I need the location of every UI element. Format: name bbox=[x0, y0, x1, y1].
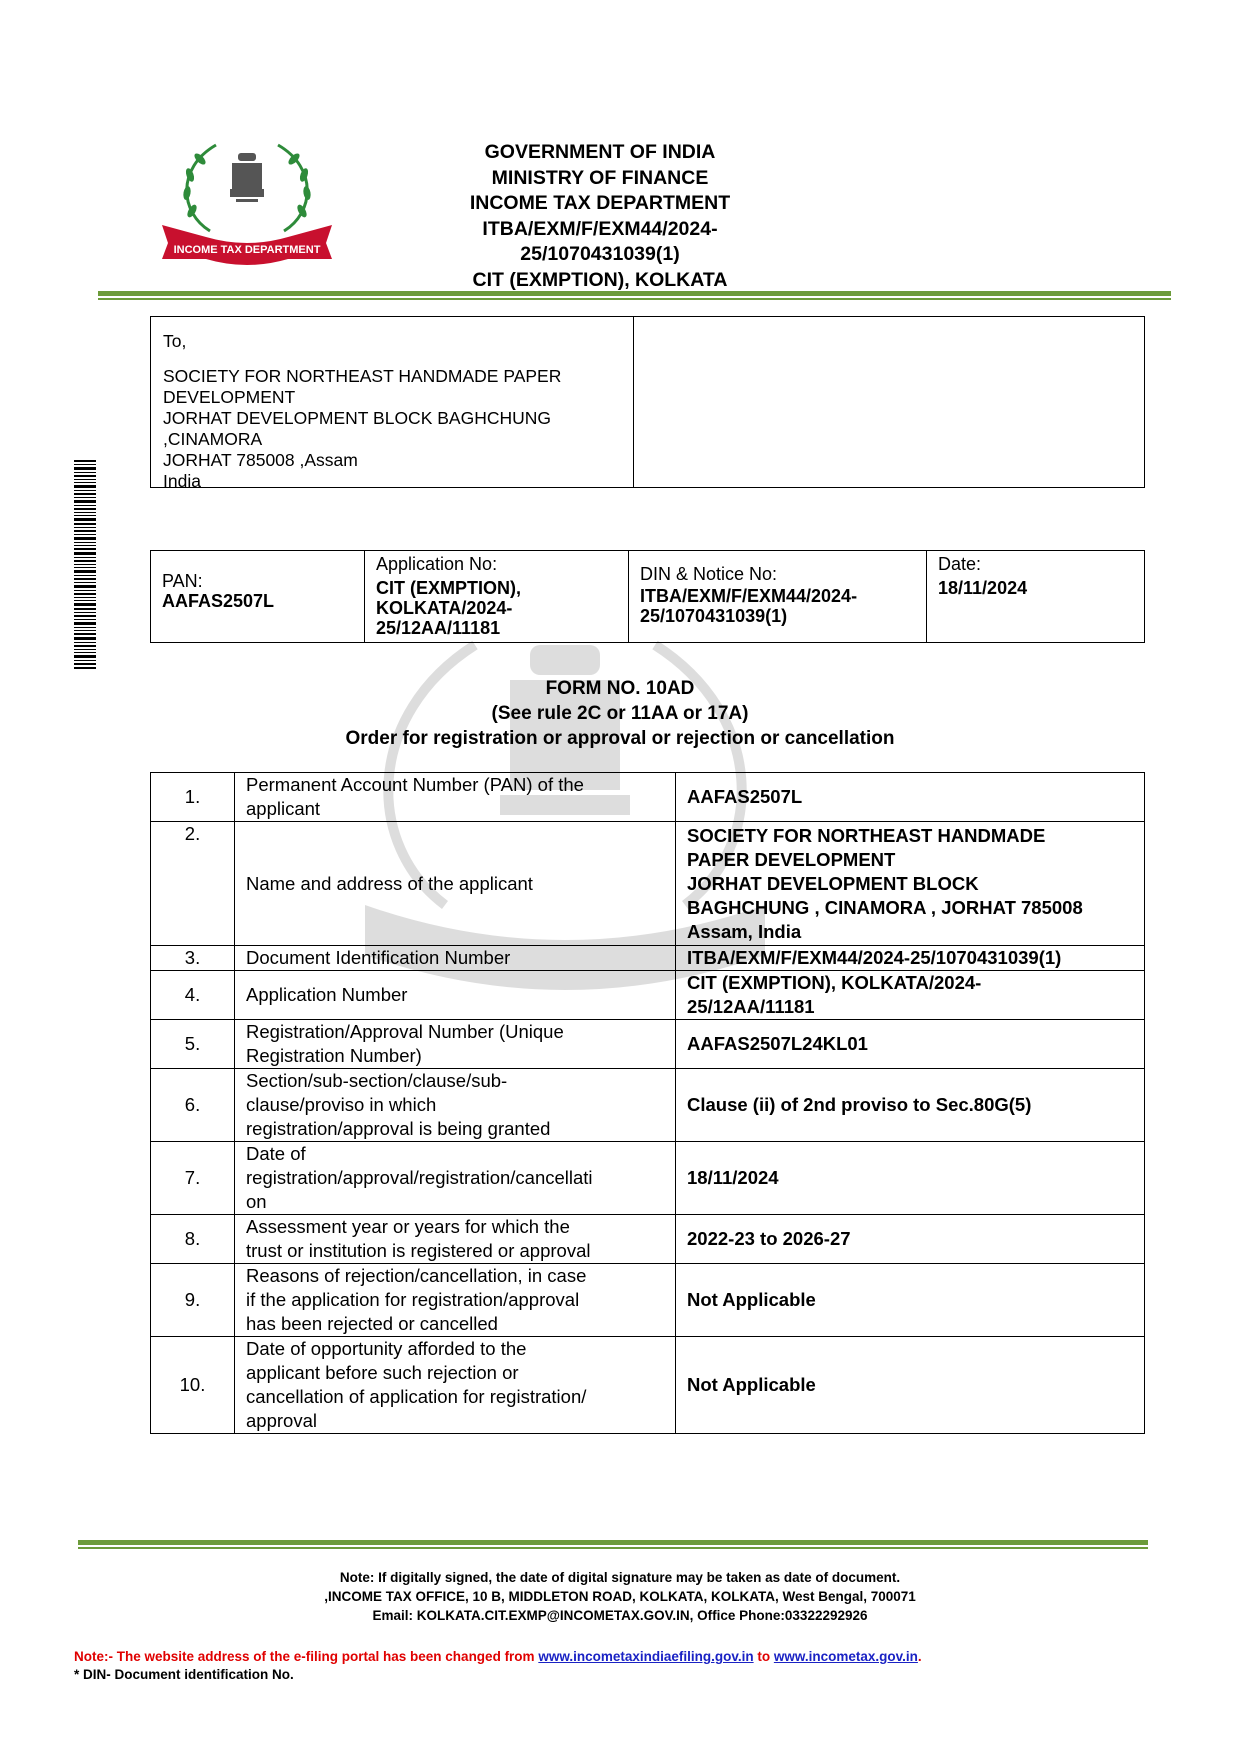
application-no-label: Application No: bbox=[376, 554, 498, 574]
row-label: Document Identification Number bbox=[235, 946, 676, 971]
footer-office-address: ,INCOME TAX OFFICE, 10 B, MIDDLETON ROAD, KOLKATA, KOLKATA, West Bengal, 700071 bbox=[324, 1589, 916, 1604]
row-value: Clause (ii) of 2nd proviso to Sec.80G(5) bbox=[676, 1069, 1145, 1142]
din-value: 25/1070431039(1) bbox=[640, 606, 788, 626]
logo-ribbon-text: INCOME TAX DEPARTMENT bbox=[173, 244, 321, 256]
row-label: Reasons of rejection/cancellation, in case if the application for registration/approval has been rejected or cancelled bbox=[235, 1264, 676, 1337]
table-row bbox=[151, 1215, 1145, 1264]
office-footer bbox=[150, 1568, 1090, 1625]
pan-cell bbox=[151, 551, 365, 642]
date-value: 18/11/2024 bbox=[938, 578, 1028, 598]
barcode bbox=[74, 460, 96, 670]
table-row bbox=[151, 946, 1145, 971]
income-tax-department-logo bbox=[158, 133, 336, 268]
header-line-reference-2: 25/1070431039(1) bbox=[520, 243, 680, 265]
footer-signature-note: Note: If digitally signed, the date of digital signature may be taken as date of document. bbox=[339, 1570, 901, 1585]
address-line: ,CINAMORA bbox=[163, 429, 263, 449]
row-value: 2022-23 to 2026-27 bbox=[676, 1215, 1145, 1264]
row-label: Date of opportunity afforded to the applicant before such rejection or cancellation of application for registration/ approval bbox=[235, 1337, 676, 1434]
row-number: 2. bbox=[151, 822, 235, 946]
new-portal-link[interactable]: www.incometax.gov.in bbox=[773, 1649, 918, 1664]
header-line-ministry: MINISTRY OF FINANCE bbox=[491, 166, 709, 189]
application-no-cell bbox=[365, 551, 629, 642]
din-label: DIN & Notice No: bbox=[640, 564, 778, 584]
application-no-value: CIT (EXMPTION), bbox=[376, 578, 521, 598]
row-value: AAFAS2507L24KL01 bbox=[676, 1020, 1145, 1069]
row-number: 5. bbox=[151, 1020, 235, 1069]
row-value: SOCIETY FOR NORTHEAST HANDMADE PAPER DEVELOPMENT JORHAT DEVELOPMENT BLOCK BAGHCHUNG , CINAMORA , JORHAT 785008 Assam, India bbox=[676, 822, 1145, 946]
date-label: Date: bbox=[938, 554, 982, 574]
row-number: 4. bbox=[151, 971, 235, 1020]
header-line-government: GOVERNMENT OF INDIA bbox=[484, 141, 716, 163]
row-number: 10. bbox=[151, 1337, 235, 1434]
din-value: ITBA/EXM/F/EXM44/2024- bbox=[640, 586, 858, 606]
form-title: FORM NO. 10AD bbox=[545, 678, 695, 699]
address-salutation: To, bbox=[163, 331, 187, 351]
table-row bbox=[151, 971, 1145, 1020]
row-label: Section/sub-section/clause/sub- clause/proviso in which registration/approval is being granted bbox=[235, 1069, 676, 1142]
form-heading bbox=[300, 676, 940, 751]
table-row bbox=[151, 1337, 1145, 1434]
din-footnote: * DIN- Document identification No. bbox=[74, 1667, 294, 1682]
portal-change-note bbox=[74, 1648, 922, 1666]
row-value: 18/11/2024 bbox=[676, 1142, 1145, 1215]
address-line: JORHAT 785008 ,Assam bbox=[163, 450, 358, 470]
table-row bbox=[151, 1264, 1145, 1337]
row-number: 1. bbox=[151, 773, 235, 822]
table-row bbox=[151, 773, 1145, 822]
portal-notes bbox=[74, 1648, 922, 1684]
portal-note-text: Note:- The website address of the e-filing portal has been changed from bbox=[74, 1649, 539, 1664]
header-line-department: INCOME TAX DEPARTMENT bbox=[469, 192, 731, 214]
reference-info-box bbox=[150, 550, 1145, 643]
application-no-value: KOLKATA/2024- bbox=[376, 598, 513, 618]
row-number: 8. bbox=[151, 1215, 235, 1264]
table-row bbox=[151, 1142, 1145, 1215]
row-value: AAFAS2507L bbox=[676, 773, 1145, 822]
address-line: SOCIETY FOR NORTHEAST HANDMADE PAPER bbox=[163, 366, 562, 386]
table-row bbox=[151, 1020, 1145, 1069]
application-no-value: 25/12AA/11181 bbox=[376, 618, 501, 638]
row-label: Date of registration/approval/registration/cancellati on bbox=[235, 1142, 676, 1215]
address-line: India bbox=[163, 471, 201, 491]
row-label: Name and address of the applicant bbox=[235, 822, 676, 946]
address-line: DEVELOPMENT bbox=[163, 387, 296, 407]
row-label: Assessment year or years for which the trust or institution is registered or approval bbox=[235, 1215, 676, 1264]
header-line-office: CIT (EXMPTION), KOLKATA bbox=[472, 268, 728, 291]
row-number: 9. bbox=[151, 1264, 235, 1337]
row-label: Application Number bbox=[235, 971, 676, 1020]
document-header bbox=[400, 140, 800, 293]
row-label: Registration/Approval Number (Unique Registration Number) bbox=[235, 1020, 676, 1069]
pan-value: AAFAS2507L bbox=[162, 591, 275, 611]
address-blank-cell bbox=[634, 317, 1144, 487]
pan-label: PAN: bbox=[162, 571, 203, 591]
row-number: 6. bbox=[151, 1069, 235, 1142]
portal-note-to: to bbox=[753, 1649, 774, 1664]
din-notice-cell bbox=[629, 551, 927, 642]
footer-contact: Email: KOLKATA.CIT.EXMP@INCOMETAX.GOV.IN, Office Phone:03322292926 bbox=[372, 1608, 868, 1623]
table-row bbox=[151, 822, 1145, 946]
form-rule: (See rule 2C or 11AA or 17A) bbox=[491, 703, 749, 724]
recipient-address-box bbox=[150, 316, 1145, 491]
date-cell bbox=[927, 551, 1144, 642]
row-label: Permanent Account Number (PAN) of the applicant bbox=[235, 773, 676, 822]
row-value: ITBA/EXM/F/EXM44/2024-25/1070431039(1) bbox=[676, 946, 1145, 971]
address-line: JORHAT DEVELOPMENT BLOCK BAGHCHUNG bbox=[163, 408, 551, 428]
recipient-address bbox=[151, 317, 634, 491]
header-line-reference-1: ITBA/EXM/F/EXM44/2024- bbox=[482, 217, 718, 240]
row-value: Not Applicable bbox=[676, 1264, 1145, 1337]
row-number: 3. bbox=[151, 946, 235, 971]
table-row bbox=[151, 1069, 1145, 1142]
row-value: Not Applicable bbox=[676, 1337, 1145, 1434]
order-details-table bbox=[150, 772, 1145, 1434]
old-portal-link[interactable]: www.incometaxindiaefiling.gov.in bbox=[538, 1649, 754, 1664]
row-number: 7. bbox=[151, 1142, 235, 1215]
form-subtitle: Order for registration or approval or rejection or cancellation bbox=[345, 728, 895, 749]
row-value: CIT (EXMPTION), KOLKATA/2024- 25/12AA/11181 bbox=[676, 971, 1145, 1020]
portal-note-period: . bbox=[917, 1649, 922, 1664]
